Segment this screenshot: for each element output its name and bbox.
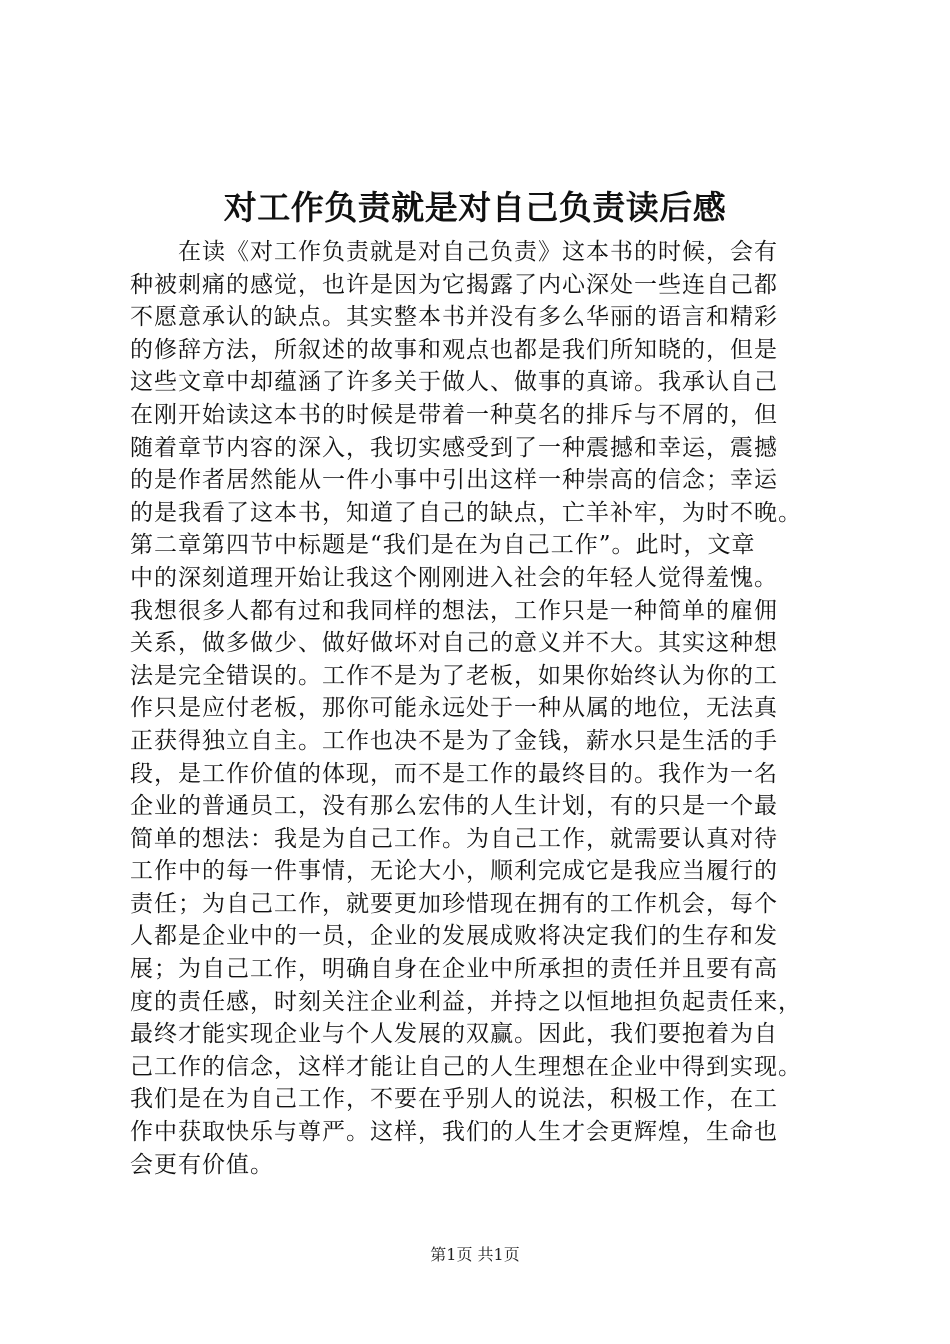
body-line: 在刚开始读这本书的时候是带着一种莫名的排斥与不屑的，但 xyxy=(130,401,778,428)
body-line: 这些文章中却蕴涵了许多关于做人、做事的真谛。我承认自己 xyxy=(130,369,778,396)
body-line: 最终才能实现企业与个人发展的双赢。因此，我们要抱着为自 xyxy=(130,1021,778,1048)
body-line: 工作中的每一件事情，无论大小，顺利完成它是我应当履行的 xyxy=(130,858,778,885)
body-line: 第二章第四节中标题是“我们是在为自己工作”。此时，文章 xyxy=(130,532,756,559)
body-line: 的是作者居然能从一件小事中引出这样一种崇高的信念；幸运 xyxy=(130,467,778,494)
body-line: 段，是工作价值的体现，而不是工作的最终目的。我作为一名 xyxy=(130,760,778,787)
document-title: 对工作负责就是对自己负责读后感 xyxy=(223,188,727,227)
body-line: 己工作的信念，这样才能让自己的人生理想在企业中得到实现。 xyxy=(130,1053,802,1080)
page-number-footer: 第1页 共1页 xyxy=(430,1245,520,1264)
body-line: 展；为自己工作，明确自身在企业中所承担的责任并且要有高 xyxy=(130,956,778,983)
body-line: 我想很多人都有过和我同样的想法，工作只是一种简单的雇佣 xyxy=(130,597,778,624)
body-line: 中的深刻道理开始让我这个刚刚进入社会的年轻人觉得羞愧。 xyxy=(130,564,778,591)
body-line: 人都是企业中的一员，企业的发展成败将决定我们的生存和发 xyxy=(130,923,778,950)
body-line: 的修辞方法，所叙述的故事和观点也都是我们所知晓的，但是 xyxy=(130,336,778,363)
body-line: 正获得独立自主。工作也决不是为了金钱，薪水只是生活的手 xyxy=(130,727,778,754)
body-line: 简单的想法：我是为自己工作。为自己工作，就需要认真对待 xyxy=(130,825,778,852)
body-line: 我们是在为自己工作，不要在乎别人的说法，积极工作，在工 xyxy=(130,1086,778,1113)
body-line: 法是完全错误的。工作不是为了老板，如果你始终认为你的工 xyxy=(130,662,778,689)
body-line: 度的责任感，时刻关注企业利益，并持之以恒地担负起责任来， xyxy=(130,988,802,1015)
body-line: 企业的普通员工，没有那么宏伟的人生计划，有的只是一个最 xyxy=(130,793,778,820)
body-line: 在读《对工作负责就是对自己负责》这本书的时候，会有 xyxy=(130,239,778,265)
body-line: 会更有价值。 xyxy=(130,1151,274,1178)
body-line: 不愿意承认的缺点。其实整本书并没有多么华丽的语言和精彩 xyxy=(130,304,778,331)
body-line: 随着章节内容的深入，我切实感受到了一种震撼和幸运，震撼 xyxy=(130,434,778,461)
body-line: 关系，做多做少、做好做坏对自己的意义并不大。其实这种想 xyxy=(130,630,778,657)
body-line: 作中获取快乐与尊严。这样，我们的人生才会更辉煌，生命也 xyxy=(130,1119,778,1146)
body-line: 种被刺痛的感觉，也许是因为它揭露了内心深处一些连自己都 xyxy=(130,271,778,298)
document-body xyxy=(130,236,850,1181)
body-line: 作只是应付老板，那你可能永远处于一种从属的地位，无法真 xyxy=(130,695,778,722)
body-line: 责任；为自己工作，就要更加珍惜现在拥有的工作机会，每个 xyxy=(130,890,778,917)
body-line: 的是我看了这本书，知道了自己的缺点，亡羊补牢，为时不晚。 xyxy=(130,499,802,526)
